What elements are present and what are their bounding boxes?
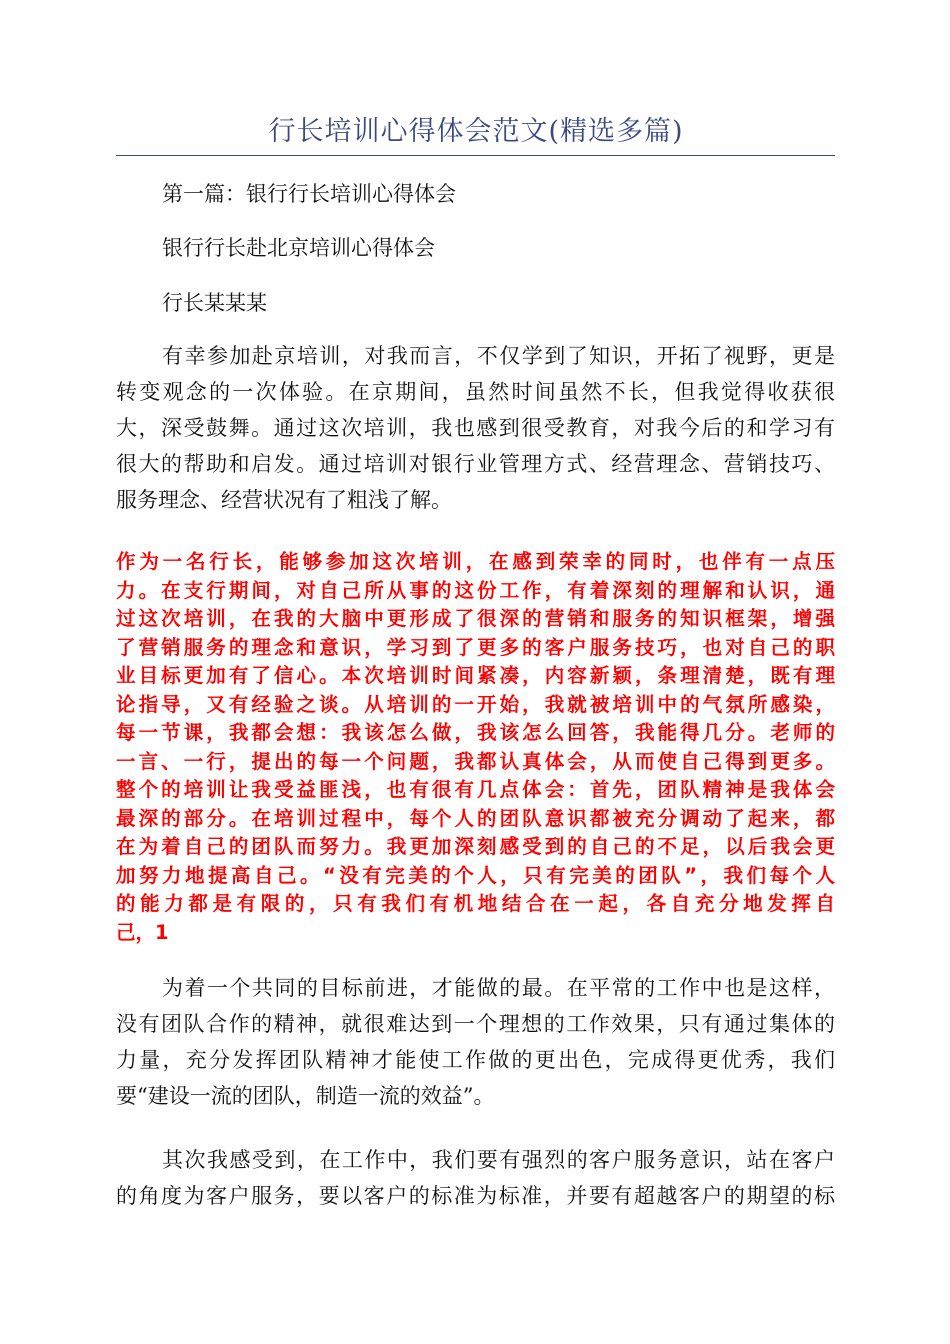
paragraph-line: 力量，充分发挥团队精神才能使工作做的更出色，完成得更优秀，我们: [116, 1048, 835, 1072]
highlighted-line: 每一节课，我都会想：我该怎么做，我该怎么回答，我能得几分。老师的: [116, 721, 835, 744]
highlighted-line: 最深的部分。在培训过程中，每个人的团队意识都被充分调动了起来，都: [116, 806, 835, 830]
heading-first-article: 第一篇：银行行长培训心得体会: [162, 182, 456, 206]
highlighted-line: 作为一名行长，能够参加这次培训，在感到荣幸的同时，也伴有一点压: [116, 550, 835, 573]
highlighted-line: 整个的培训让我受益匪浅，也有很有几点体会：首先，团队精神是我体会: [116, 778, 835, 801]
heading-1-block: [116, 176, 835, 212]
highlighted-line: 了营销服务的理念和意识，学习到了更多的客户服务技巧，也对自己的职: [116, 635, 835, 659]
paragraph-line: 要“建设一流的团队，制造一流的效益”。: [116, 1084, 495, 1108]
paragraph-2: [116, 970, 835, 1114]
highlighted-line: 的能力都是有限的，只有我们有机地结合在一起，各自充分地发挥自: [116, 892, 835, 915]
paragraph-line: 的角度为客户服务，要以客户的标准为标准，并要有超越客户的期望的标: [116, 1184, 835, 1208]
highlighted-line: 加努力地提高自己。“没有完美的个人，只有完美的团队”，我们每个人: [116, 863, 835, 887]
highlighted-line: 一言、一行，提出的每一个问题，我都认真体会，从而使自己得到更多。: [116, 749, 835, 773]
highlighted-line: 在为着自己的团队而努力。我更加深刻感受到的自己的不足，以后我会更: [116, 835, 835, 858]
highlighted-line: 论指导，又有经验之谈。从培训的一开始，我就被培训中的气氛所感染，: [116, 692, 835, 716]
paragraph-line: 有幸参加赴京培训，对我而言，不仅学到了知识，开拓了视野，更是: [162, 344, 835, 368]
heading-subtitle: 银行行长赴北京培训心得体会: [162, 236, 435, 260]
document-title: 行长培训心得体会范文(精选多篇): [268, 116, 684, 147]
highlighted-line: 过这次培训，在我的大脑中更形成了很深的营销和服务的知识框架，增强: [116, 607, 835, 630]
paragraph-line: 为着一个共同的目标前进，才能做的最。在平常的工作中也是这样，: [162, 976, 835, 1000]
title-underline: [116, 155, 835, 156]
paragraph-line: 转变观念的一次体验。在京期间，虽然时间虽然不长，但我觉得收获很: [116, 380, 835, 404]
highlighted-line: 己，1: [116, 920, 169, 944]
heading-2-block: [116, 230, 835, 266]
highlighted-paragraph: [116, 548, 835, 947]
heading-author: 行长某某某: [162, 291, 267, 315]
highlighted-line: 力。在支行期间，对自己所从事的这份工作，有着深刻的理解和认识，通: [116, 578, 835, 602]
paragraph-line: 大，深受鼓舞。通过这次培训，我也感到很受教育，对我今后的和学习有: [116, 416, 835, 440]
paragraph-line: 没有团队合作的精神，就很难达到一个理想的工作效果，只有通过集体的: [116, 1012, 835, 1036]
paragraph-line: 其次我感受到，在工作中，我们要有强烈的客户服务意识，站在客户: [162, 1148, 835, 1172]
heading-3-block: [116, 285, 835, 321]
paragraph-line: 很大的帮助和启发。通过培训对银行业管理方式、经营理念、营销技巧、: [116, 452, 835, 476]
paragraph-1: [116, 338, 835, 518]
highlighted-line: 业目标更加有了信心。本次培训时间紧凑，内容新颖，条理清楚，既有理: [116, 664, 835, 687]
paragraph-line: 服务理念、经营状况有了粗浅了解。: [116, 488, 452, 512]
paragraph-3: [116, 1142, 835, 1214]
